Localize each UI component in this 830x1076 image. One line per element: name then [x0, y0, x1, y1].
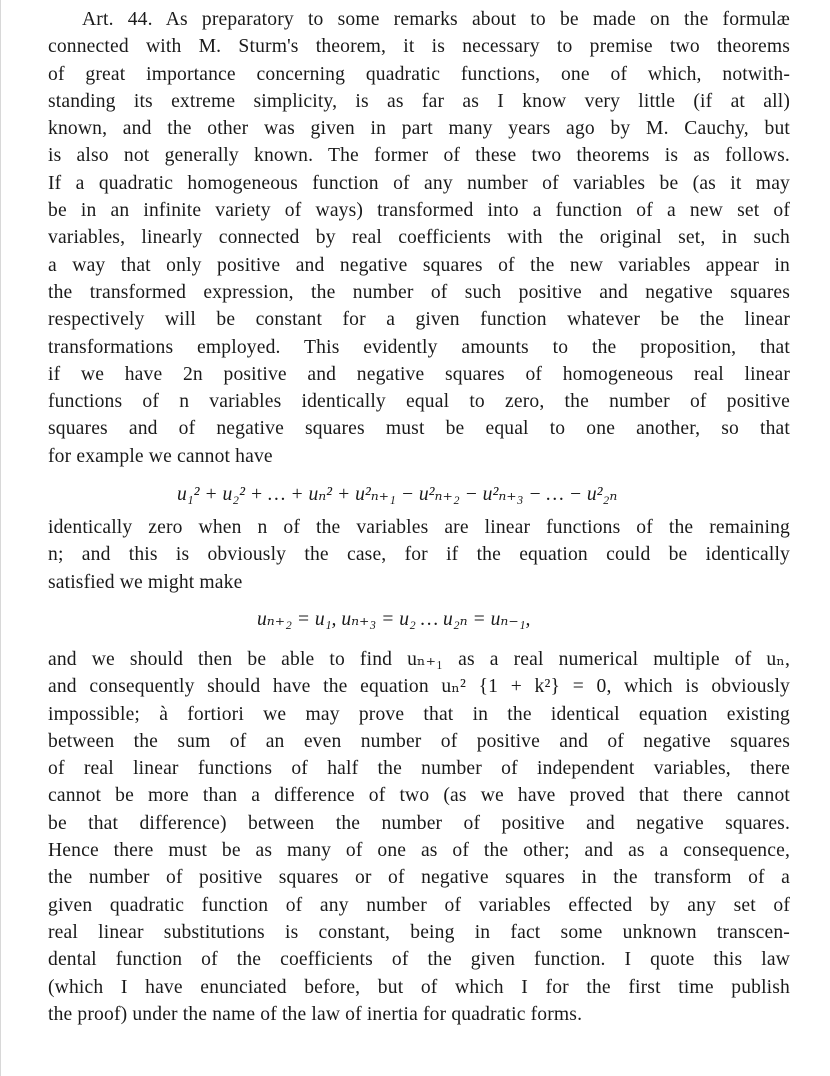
- text-line: identically zero when n of the variables are linear functions of the remaining: [48, 517, 790, 538]
- text-line: between the sum of an even number of positive and of negative squares: [48, 730, 790, 752]
- text-line: Art. 44. As preparatory to some remarks about to be made on the formulæ: [82, 9, 790, 30]
- text-line: real linear substitutions is constant, being in fact some unknown transcen-: [48, 921, 790, 943]
- text-line: satisfied we might make: [48, 571, 243, 593]
- text-line: impossible; à fortiori we may prove that in the identical equation existing: [48, 703, 790, 725]
- text-line: transformations employed. This evidently amounts to the proposition, that: [48, 336, 790, 358]
- text-line: Hence there must be as many of one as of the other; and as a consequence,: [48, 840, 790, 862]
- text-line: be in an infinite variety of ways) transformed into a function of a new set of: [48, 200, 790, 222]
- text-line: the number of positive squares or of negative squares in the transform of a: [48, 867, 790, 889]
- text-line: the proof) under the name of the law of inertia for quadratic forms.: [48, 1003, 583, 1025]
- text-line: the transformed expression, the number of such positive and negative squares: [48, 281, 790, 303]
- text-line: be that difference) between the number of positive and negative squares.: [48, 812, 790, 834]
- text-line: for example we cannot have: [48, 445, 273, 467]
- text-line: dental function of the coefficients of the given function. I quote this law: [48, 949, 790, 971]
- text-line: given quadratic function of any number of variables effected by any set of: [48, 894, 790, 916]
- text-line: squares and of negative squares must be equal to one another, so that: [48, 418, 790, 440]
- text-line: is also not generally known. The former of these two theorems is as follows.: [48, 145, 790, 167]
- text-line: n; and this is obviously the case, for if the equation could be identically: [48, 544, 790, 566]
- text-line: cannot be more than a difference of two (as we have proved that there cannot: [48, 785, 790, 807]
- text-line: known, and the other was given in part many years ago by M. Cauchy, but: [48, 118, 790, 140]
- equation-sum-of-squares: u₁² + u₂² + … + uₙ² + u²ₙ₊₁ − u²ₙ₊₂ − u²ₙ₊₃ − … − u²₂ₙ: [177, 484, 618, 505]
- paragraph-art-44: [48, 6, 790, 470]
- text-line: If a quadratic homogeneous function of any number of variables be (as it may: [48, 172, 790, 194]
- text-line: of great importance concerning quadratic functions, one of which, notwith-: [48, 63, 790, 85]
- text-line: and we should then be able to find uₙ₊₁ as a real numerical multiple of uₙ,: [48, 649, 790, 670]
- text-line: if we have 2n positive and negative squares of homogeneous real linear: [48, 363, 790, 385]
- paragraph-identically-zero: [48, 514, 790, 596]
- text-line: of real linear functions of half the number of independent variables, there: [48, 758, 790, 780]
- text-line: respectively will be constant for a given function whatever be the linear: [48, 309, 790, 331]
- equation-substitution: uₙ₊₂ = u₁, uₙ₊₃ = u₂ … u₂ₙ = uₙ₋₁,: [257, 609, 531, 630]
- text-line: functions of n variables identically equal to zero, the number of positive: [48, 391, 790, 413]
- paragraph-law-of-inertia: [48, 646, 790, 1028]
- text-line: standing its extreme simplicity, is as far as I know very little (if at all): [48, 90, 790, 112]
- text-line: variables, linearly connected by real coefficients with the original set, in such: [48, 227, 790, 249]
- text-line: a way that only positive and negative squares of the new variables appear in: [48, 254, 790, 276]
- text-line: connected with M. Sturm's theorem, it is necessary to premise two theorems: [48, 36, 790, 58]
- text-line: and consequently should have the equation uₙ² {1 + k²} = 0, which is obviously: [48, 676, 790, 698]
- text-line: (which I have enunciated before, but of which I for the first time publish: [48, 976, 790, 998]
